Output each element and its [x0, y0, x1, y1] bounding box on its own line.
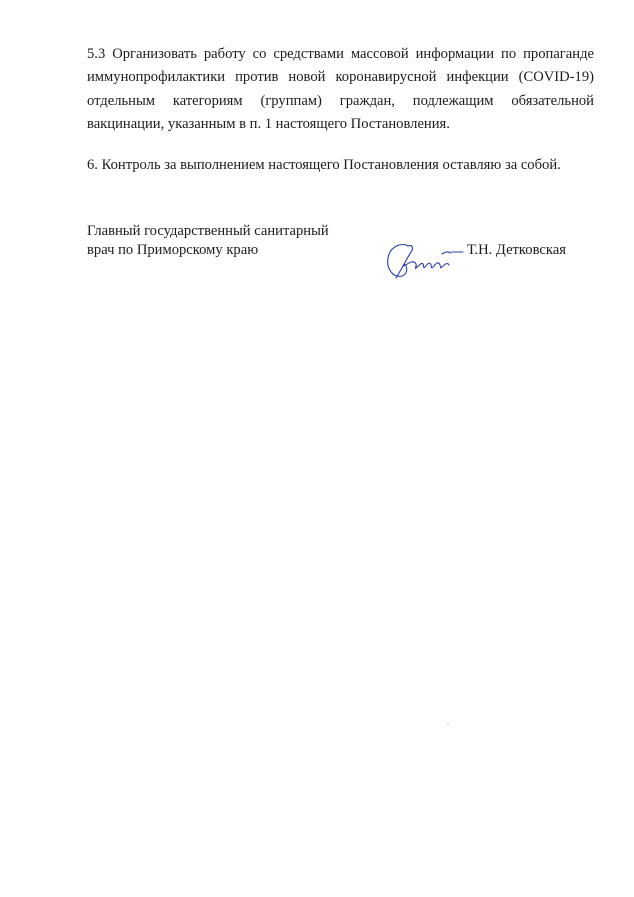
signatory-position: [87, 222, 329, 260]
signatory-name: Т.Н. Детковская: [467, 242, 566, 258]
paragraph-5-3-line: 5.3 Организовать работу со средствами массовой информации по пропаганде: [87, 46, 594, 62]
signatory-position-line-2: врач по Приморскому краю: [87, 242, 259, 258]
paragraph-6-line: 6. Контроль за выполнением настоящего Постановления оставляю за собой.: [87, 157, 561, 173]
scan-speck: [447, 723, 449, 725]
handwritten-signature: [384, 232, 466, 284]
paragraph-5-3-line: иммунопрофилактики против новой коронавирусной инфекции (COVID-19): [87, 69, 594, 86]
paragraph-5-3-line: вакцинации, указанным в п. 1 настоящего Постановления.: [87, 116, 450, 133]
paragraph-5-3: [87, 43, 594, 137]
paragraph-6: [87, 154, 594, 177]
signatory-position-line-1: Главный государственный санитарный: [87, 223, 329, 239]
paragraph-5-3-line: отдельным категориям (группам) граждан, подлежащим обязательной: [87, 92, 594, 109]
